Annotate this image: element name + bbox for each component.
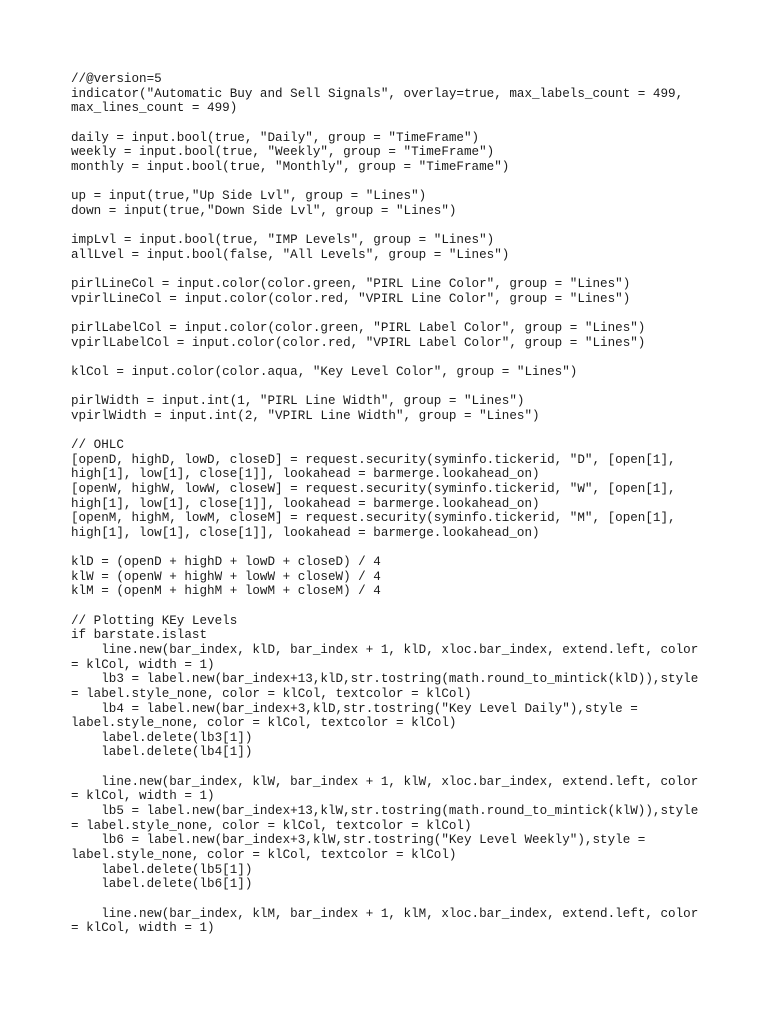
code-line — [71, 218, 711, 233]
code-line: label.style_none, color = klCol, textcolor = klCol) — [71, 716, 457, 731]
code-line: monthly = input.bool(true, "Monthly", group = "TimeFrame") — [71, 159, 510, 174]
code-line: allLvel = input.bool(false, "All Levels", group = "Lines") — [71, 247, 510, 262]
code-line: = klCol, width = 1) — [71, 657, 215, 672]
code-line: if barstate.islast — [71, 628, 208, 643]
code-line: high[1], low[1], close[1]], lookahead = barmerge.lookahead_on) — [71, 525, 540, 540]
code-line: // Plotting KEy Levels — [71, 613, 238, 628]
code-line: = klCol, width = 1) — [71, 921, 215, 936]
code-line: [openD, highD, lowD, closeD] = request.security(syminfo.tickerid, "D", [open[1], — [71, 452, 676, 467]
code-line: klD = (openD + highD + lowD + closeD) / 4 — [71, 555, 381, 570]
code-line: pirlWidth = input.int(1, "PIRL Line Width", group = "Lines") — [71, 394, 525, 409]
code-line: //@version=5 — [71, 72, 162, 86]
code-line: klCol = input.color(color.aqua, "Key Level Color", group = "Lines") — [71, 364, 578, 379]
code-line — [71, 599, 711, 614]
code-line: line.new(bar_index, klD, bar_index + 1, klD, xloc.bar_index, extend.left, color — [71, 642, 699, 657]
code-line: = label.style_none, color = klCol, textcolor = klCol) — [71, 686, 472, 701]
code-line: impLvl = input.bool(true, "IMP Levels", group = "Lines") — [71, 233, 495, 248]
code-line: line.new(bar_index, klW, bar_index + 1, klW, xloc.bar_index, extend.left, color — [71, 774, 699, 789]
code-line — [71, 262, 711, 277]
code-line: label.delete(lb3[1]) — [71, 730, 253, 745]
code-line: [openM, highM, lowM, closeM] = request.security(syminfo.tickerid, "M", [open[1], — [71, 511, 676, 526]
code-line — [71, 423, 711, 438]
code-line: lb6 = label.new(bar_index+3,klW,str.tostring("Key Level Weekly"),style = — [71, 833, 646, 848]
code-line — [71, 541, 711, 556]
code-line: label.delete(lb6[1]) — [71, 877, 253, 892]
code-line — [71, 350, 711, 365]
code-line: = klCol, width = 1) — [71, 789, 215, 804]
code-line: vpirlWidth = input.int(2, "VPIRL Line Width", group = "Lines") — [71, 408, 540, 423]
code-line: high[1], low[1], close[1]], lookahead = barmerge.lookahead_on) — [71, 467, 540, 482]
code-line: up = input(true,"Up Side Lvl", group = "Lines") — [71, 189, 427, 204]
code-line: lb3 = label.new(bar_index+13,klD,str.tostring(math.round_to_mintick(klD)),style — [71, 672, 699, 687]
code-line: vpirlLineCol = input.color(color.red, "VPIRL Line Color", group = "Lines") — [71, 291, 631, 306]
code-line: // OHLC — [71, 438, 124, 453]
code-line: pirlLabelCol = input.color(color.green, "PIRL Label Color", group = "Lines") — [71, 320, 646, 335]
code-listing — [71, 72, 711, 936]
code-line — [71, 892, 711, 907]
code-line — [71, 379, 711, 394]
code-line — [71, 306, 711, 321]
code-line: lb4 = label.new(bar_index+3,klD,str.tostring("Key Level Daily"),style = — [71, 701, 638, 716]
code-line: indicator("Automatic Buy and Sell Signals", overlay=true, max_labels_count = 499, — [71, 86, 684, 101]
code-line — [71, 174, 711, 189]
code-line — [71, 116, 711, 131]
code-line: lb5 = label.new(bar_index+13,klW,str.tostring(math.round_to_mintick(klW)),style — [71, 804, 699, 819]
code-line: vpirlLabelCol = input.color(color.red, "VPIRL Label Color", group = "Lines") — [71, 335, 646, 350]
code-line: label.delete(lb5[1]) — [71, 862, 253, 877]
code-line: klM = (openM + highM + lowM + closeM) / 4 — [71, 584, 381, 599]
code-line: klW = (openW + highW + lowW + closeW) / 4 — [71, 569, 381, 584]
code-line: [openW, highW, lowW, closeW] = request.security(syminfo.tickerid, "W", [open[1], — [71, 481, 676, 496]
code-line: daily = input.bool(true, "Daily", group = "TimeFrame") — [71, 130, 480, 145]
code-line: line.new(bar_index, klM, bar_index + 1, klM, xloc.bar_index, extend.left, color — [71, 906, 699, 921]
code-line: high[1], low[1], close[1]], lookahead = barmerge.lookahead_on) — [71, 496, 540, 511]
code-line: pirlLineCol = input.color(color.green, "PIRL Line Color", group = "Lines") — [71, 276, 631, 291]
code-line: label.style_none, color = klCol, textcolor = klCol) — [71, 847, 457, 862]
code-line: down = input(true,"Down Side Lvl", group = "Lines") — [71, 203, 457, 218]
code-line: max_lines_count = 499) — [71, 101, 238, 116]
code-line: weekly = input.bool(true, "Weekly", group = "TimeFrame") — [71, 145, 495, 160]
code-line: = label.style_none, color = klCol, textcolor = klCol) — [71, 818, 472, 833]
code-line: label.delete(lb4[1]) — [71, 745, 253, 760]
code-line — [71, 760, 711, 775]
